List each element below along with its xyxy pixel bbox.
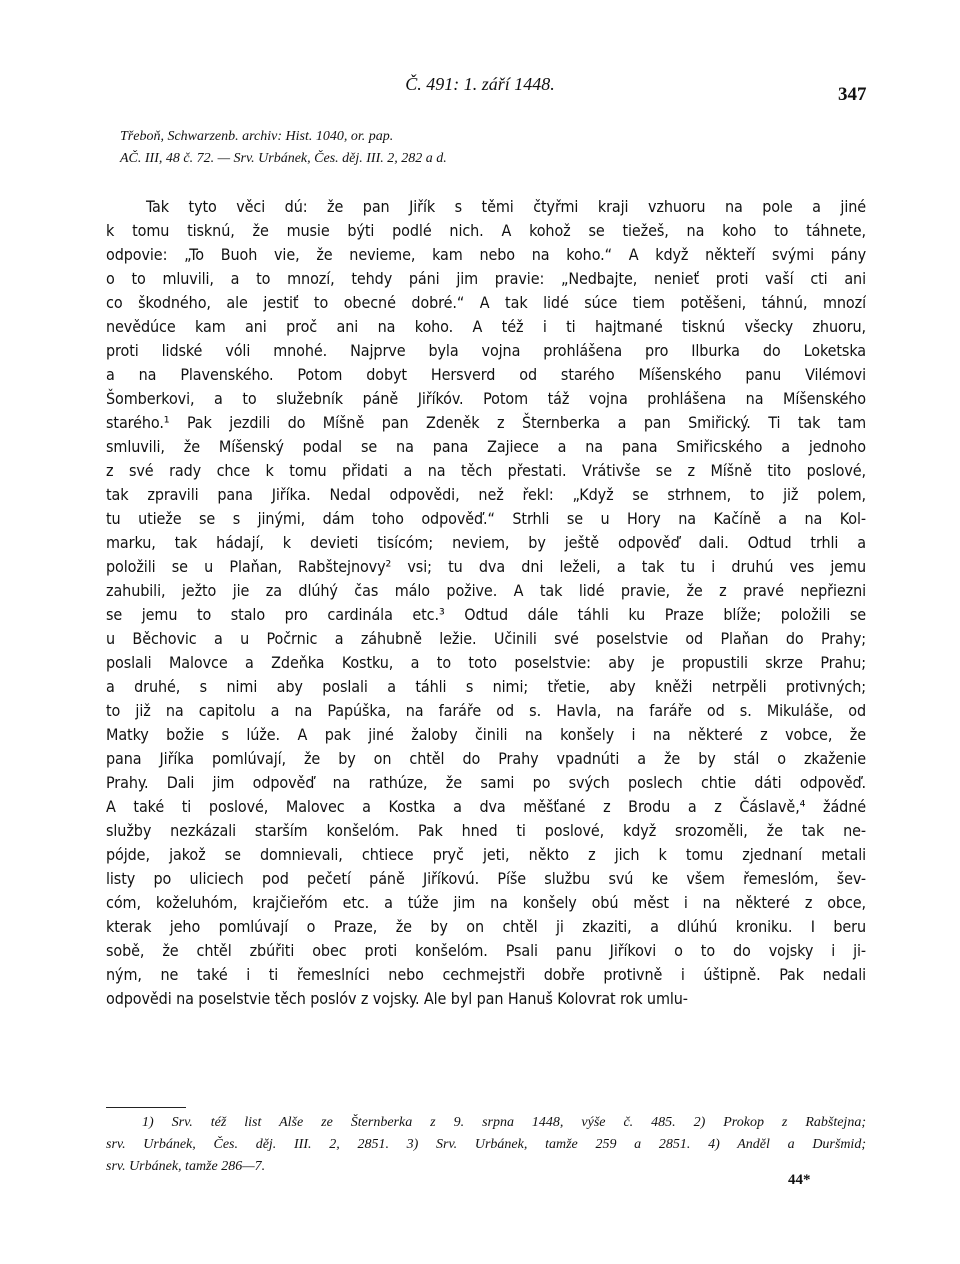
text-line: Tak tyto věci dú: že pan Jiřík s těmi čtyřmi kraji vzhuoru na pole a jiné [146, 197, 866, 216]
text-line: sobě, že chtěl zbúřiti obec proti konšelóm. Psali panu Jiříkovi o to do vojsky i ji- [106, 941, 866, 960]
footnote-line: srv. Urbánek, Čes. děj. III. 2, 2851. 3) Srv. Urbánek, tamže 259 a 2851. 4) Anděl a Duršmid; [106, 1137, 866, 1152]
text-line: Matky božie s lúže. A pak jiné žaloby činili na konšely i na některé z vobce, že [106, 725, 866, 744]
text-line: k tomu tisknú, že musie býti podlé nich. A kohož se tiežeš, na koho to táhnete, [106, 221, 866, 240]
text-line: tu utieže se s jinými, dám toho odpověď.“ Strhli se u Hory na Kačíně a na Kol- [106, 509, 866, 528]
text-line: o to mluvili, a to mnozí, tehdy páni jim pravie: „Nedbajte, nenieť proti vaší cti ani [106, 269, 866, 288]
text-line: položili se u Plaňan, Rabštejnovy² vsi; tu dva dni leželi, a tak tu i druhú ves jemu [106, 557, 866, 576]
text-line: marku, tak hádají, k devieti tisícóm; neviem, by ještě odpověď dali. Odtud trhli a [106, 533, 866, 552]
text-line: Šomberkovi, a to služebník páně Jiříkóv. Potom táž vojna prohlášena na Míšenského [106, 389, 866, 408]
text-line: z své rady chce k tomu přidati a na těch přestati. Vrátivše se z Míšně tito poslové, [106, 461, 866, 480]
running-head: Č. 491: 1. září 1448. [405, 74, 555, 94]
footnote-line: 1) Srv. též list Alše ze Šternberka z 9. srpna 1448, výše č. 485. 2) Prokop z Rabštejna; [142, 1115, 866, 1130]
text-line: ným, ne také i ti řemeslníci nebo cechmejstři dobře protivně i úštipně. Pak nedali [106, 965, 866, 984]
text-line: proti lidské vóli mnohé. Najprve byla vojna prohlášena pro Ilburka do Loketska [106, 341, 866, 360]
page-number: 347 [838, 84, 867, 105]
text-line: a na Plavenského. Potom dobyt Hersverd od starého Míšenského panu Vilémovi [106, 365, 866, 384]
text-line: odpovědi na poselstvie těch poslóv z vojsky. Ale byl pan Hanuš Kolovrat rok umlu- [106, 989, 688, 1008]
text-line: pana Jiříka pomlúvají, že by on chtěl do Prahy vpadnúti a že by stál o zkaženie [106, 749, 866, 768]
signature-mark: 44* [788, 1172, 811, 1188]
source-line: AČ. III, 48 č. 72. — Srv. Urbánek, Čes. děj. III. 2, 282 a d. [120, 151, 447, 166]
source-line: Třeboň, Schwarzenb. archiv: Hist. 1040, or. pap. [120, 129, 394, 144]
text-line: to již na capitolu a na Papúška, na faráře od s. Havla, na faráře od s. Mikuláše, od [106, 701, 866, 720]
text-line: u Běchovic a u Počrnic a záhubně ležie. Učinili své poselstvie od Plaňan do Prahy; [106, 629, 866, 648]
text-line: zahubili, ježto jie za dlúhý čas málo požive. A tak lidé pravie, že z pravé nepřiezni [106, 581, 866, 600]
footnotes [106, 1112, 866, 1178]
text-line: nevědúce kam ani proč ani na koho. A též i ti hajtmané tisknú všecky zhuoru, [106, 317, 866, 336]
text-line: smluvili, že Míšenský podal se na pana Zajiece a na pana Smiřicského a jednoho [106, 437, 866, 456]
text-line: pójde, jakož se domnievali, chtiece pryč jeti, někto z jich k tomu zjednaní metali [106, 845, 866, 864]
footnote-divider [106, 1107, 186, 1108]
text-line: kterak jeho pomlúvají o Praze, že by on chtěl ji zkaziti, a dlúhú kroniku. I beru [106, 917, 866, 936]
text-line: listy po uliciech pod pečetí páně Jiříkovú. Píše službu svú ke všem řemeslóm, šev- [106, 869, 866, 888]
source-citation [120, 126, 880, 170]
text-line: a druhé, s nimi aby poslali a táhli s nimi; třetie, aby kněži netrpěli protivných; [106, 677, 866, 696]
text-line: tak zpravili pana Jiříka. Nedal odpovědi, než řekl: „Když se strhnem, to již polem, [106, 485, 866, 504]
text-line: se jemu to stalo pro cardinála etc.³ Odtud dále táhli ku Praze blíže; položili se [106, 605, 866, 624]
footnote-line: srv. Urbánek, tamže 286—7. [106, 1159, 266, 1174]
text-line: služby nezkázali starším konšelóm. Pak hned ti poslové, když srozoměli, že tak ne- [106, 821, 866, 840]
text-line: cóm, koželuhóm, krajčieřóm etc. a túže jim na konšely obú měst i na některé z obce, [106, 893, 866, 912]
text-line: odpovie: „To Buoh vie, že nevieme, kam nebo na koho.“ A když někteří svými pány [106, 245, 866, 264]
text-line: co škodného, ale jestiť to obecné dobré.“ A tak lidé súce tiem potěšeni, táhnú, mnozí [106, 293, 866, 312]
text-line: poslali Malovce a Zdeňka Kostku, a to toto poselstvie: aby je propustili skrze Prahu; [106, 653, 866, 672]
body-text [106, 195, 866, 1011]
text-line: starého.¹ Pak jezdili do Míšně pan Zdeněk z Šternberka a pan Smiřický. Ti tak tam [106, 413, 866, 432]
text-line: A také ti poslové, Malovec a Kostka a dva měšťané z Brodu a z Čáslavě,⁴ žádné [106, 797, 866, 816]
text-line: Prahy. Dali jim odpověď na rathúze, že sami po svých poslech chtie dáti odpověď. [106, 773, 866, 792]
